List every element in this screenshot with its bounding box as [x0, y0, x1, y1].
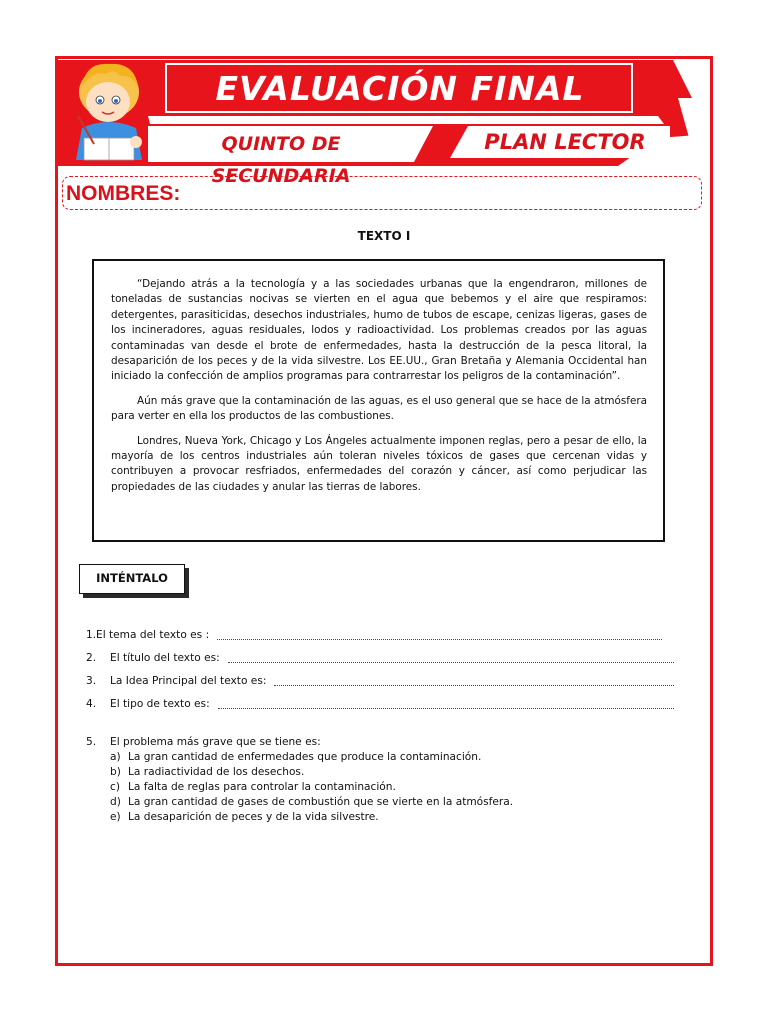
option-b[interactable]	[110, 765, 513, 780]
option-text: La gran cantidad de gases de combustión que se vierte en la atmósfera.	[128, 796, 514, 808]
question-number: 3.	[86, 675, 97, 687]
option-e[interactable]	[110, 810, 513, 825]
question-text: El título del texto es:	[110, 652, 220, 664]
question-number: 4.	[86, 698, 97, 710]
option-d[interactable]	[110, 795, 513, 810]
answer-line[interactable]	[217, 631, 662, 640]
answer-line[interactable]	[218, 700, 674, 709]
reading-passage	[92, 259, 665, 542]
program-subtitle: PLAN LECTOR	[484, 130, 646, 154]
question-text: El tipo de texto es:	[110, 698, 210, 710]
question-number: 1.	[86, 629, 97, 641]
passage-paragraph: Aún más grave que la contaminación de las aguas, es el uso general que se hace de la atmósfera para verter en ella los productos de las combustiones.	[111, 394, 647, 423]
passage-paragraph: Londres, Nueva York, Chicago y Los Ángeles actualmente imponen reglas, pero a pesar de ello, la mayoría de los centros industriales aún toleran niveles tóxicos de gases que cercenan vidas y contribuyen a provocar resfriados, enfermedades del corazón y cáncer, así como perjudicar las propiedades de las ciudades y anular las tierras de labores.	[111, 434, 647, 493]
question-text: El tema del texto es :	[96, 629, 210, 641]
text-title: TEXTO I	[357, 229, 411, 243]
question-2	[86, 651, 674, 665]
question-3	[86, 674, 674, 688]
option-c[interactable]	[110, 780, 513, 795]
question-1	[86, 628, 662, 642]
option-text: La desaparición de peces y de la vida silvestre.	[128, 811, 379, 823]
answer-line[interactable]	[228, 654, 674, 663]
names-label: NOMBRES:	[66, 182, 181, 205]
passage-paragraph: “Dejando atrás a la tecnología y a las sociedades urbanas que la engendraron, millones de toneladas de sustancias nocivas se vierten en el agua que bebemos y el aire que respiramos: detergentes, parasiticidas, desechos industriales, humo de tubos de escape, cenizas ligeras, gases de los incineradores, aguas residuales, lodos y radioactividad. Los problemas creados por las aguas contaminadas van desde el brote de enfermedades, hasta la destrucción de la pesca litoral, la desaparición de los peces y de la vida silvestre. Los EE.UU., Gran Bretaña y Alemania Occidental han iniciado la confección de amplios programas para contrarrestar los peligros de la contaminación”.	[111, 278, 647, 383]
question-number: 5.	[86, 736, 97, 748]
answer-options	[110, 750, 513, 825]
option-letter: a)	[110, 751, 121, 763]
grade-subtitle: QUINTO DE SECUNDARIA	[211, 133, 351, 187]
child-reading-illustration	[64, 56, 154, 166]
option-letter: e)	[110, 811, 121, 823]
option-a[interactable]	[110, 750, 513, 765]
question-text: El problema más grave que se tiene es:	[110, 736, 321, 748]
question-text: La Idea Principal del texto es:	[110, 675, 267, 687]
option-letter: d)	[110, 796, 121, 808]
option-letter: c)	[110, 781, 120, 793]
option-text: La falta de reglas para controlar la contaminación.	[128, 781, 396, 793]
option-letter: b)	[110, 766, 121, 778]
intentalo-label: INTÉNTALO	[79, 564, 185, 594]
question-5	[86, 735, 321, 749]
option-text: La gran cantidad de enfermedades que produce la contaminación.	[128, 751, 482, 763]
exam-title: EVALUACIÓN FINAL	[215, 69, 585, 108]
question-4	[86, 697, 674, 711]
answer-line[interactable]	[274, 677, 674, 686]
option-text: La radiactividad de los desechos.	[128, 766, 305, 778]
question-number: 2.	[86, 652, 97, 664]
